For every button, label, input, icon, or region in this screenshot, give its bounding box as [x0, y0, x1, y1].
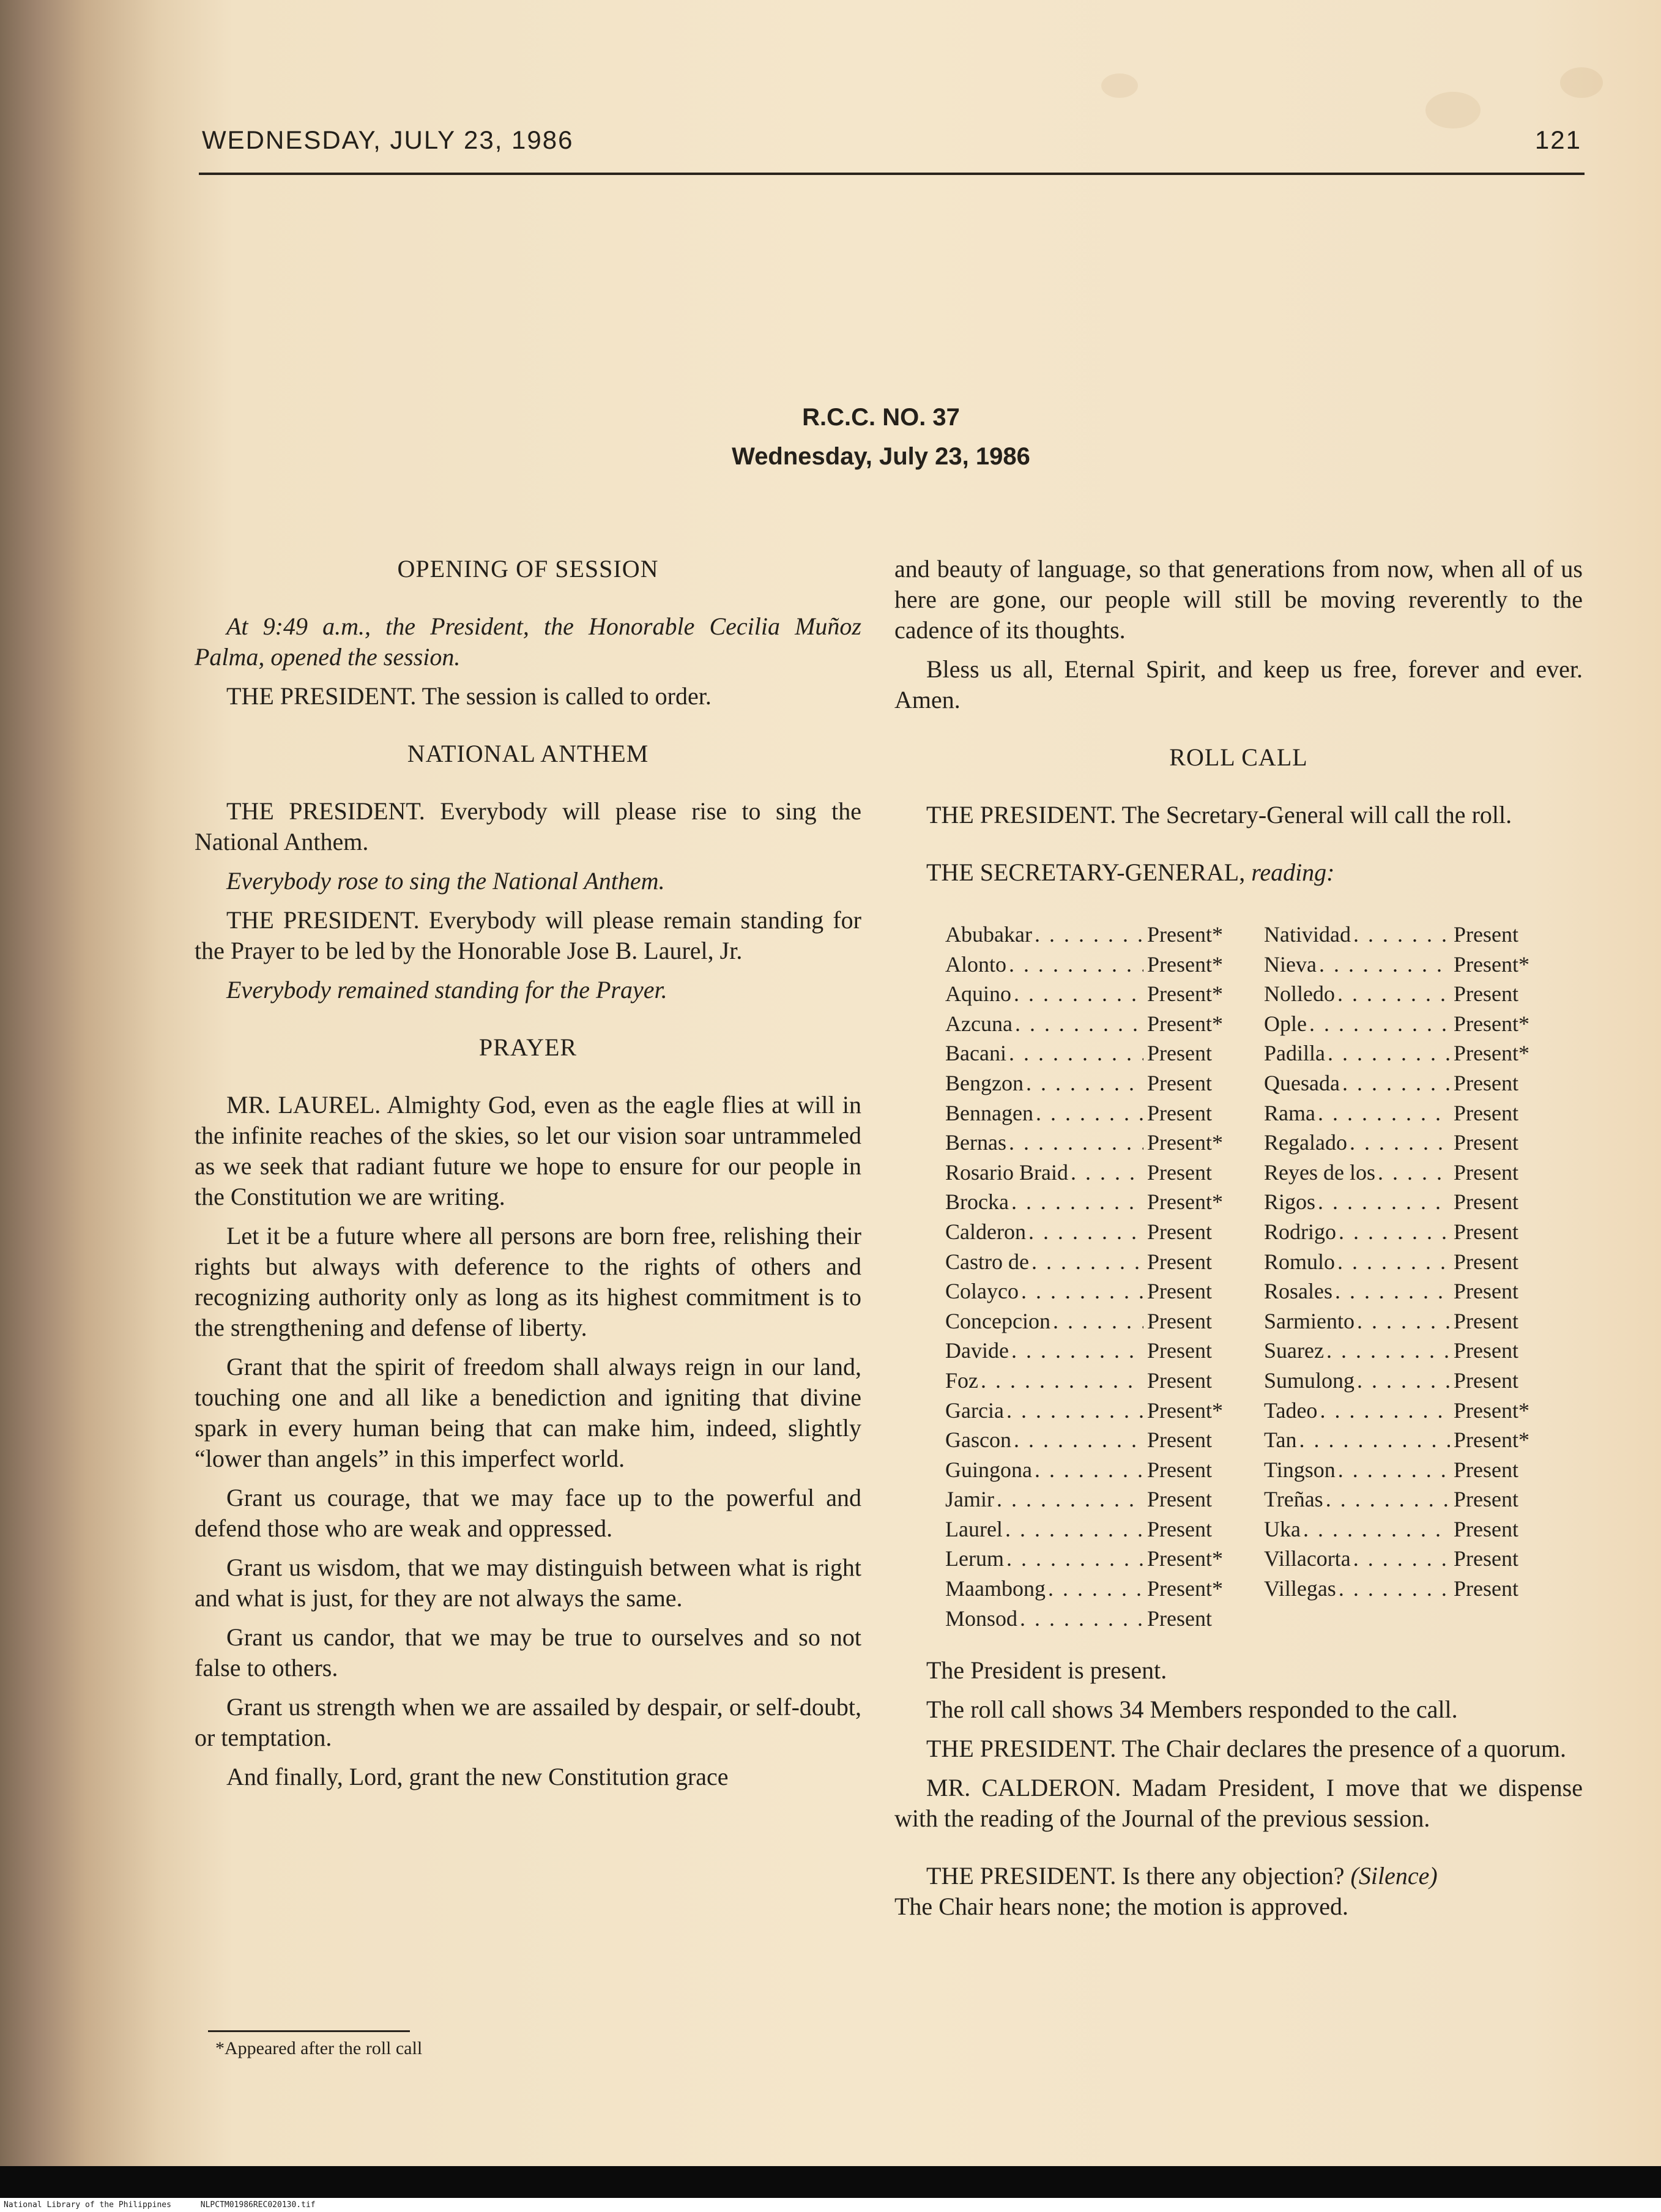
roll-call-entry — [945, 1396, 1239, 1426]
leader-dots — [1028, 1217, 1143, 1247]
attendance-status: Present — [1454, 1279, 1518, 1304]
roll-call-entry — [1264, 1009, 1545, 1039]
attendance-status: Present — [1454, 1457, 1518, 1482]
paragraph: Grant us candor, that we may be true to ourselves and so not false to others. — [195, 1623, 861, 1681]
leader-dots — [1299, 1425, 1450, 1455]
roll-call-entry — [1264, 1038, 1545, 1068]
right-column-top — [894, 554, 1583, 830]
member-name: Jamir — [945, 1487, 994, 1512]
header-date: WEDNESDAY, JULY 23, 1986 — [202, 125, 574, 154]
paragraph: Grant us strength when we are assailed by despair, or self-doubt, or temptation. — [195, 1693, 861, 1751]
page-number: 121 — [1534, 125, 1581, 154]
attendance-status: Present — [1147, 1338, 1212, 1363]
session-number: R.C.C. NO. 37 — [802, 404, 960, 431]
attendance-status: Present — [1147, 1606, 1212, 1631]
section-heading: ROLL CALL — [1169, 743, 1308, 771]
paragraph-continued: and beauty of language, so that generations from now, when all of us here are gone, our people will still be moving reverently to the cadence of its thoughts. — [894, 555, 1583, 644]
roll-call-entry — [945, 1098, 1239, 1128]
leader-dots — [1319, 950, 1450, 980]
paragraph: THE PRESIDENT. The Secretary-General will call the roll. — [926, 801, 1512, 829]
leader-dots — [1338, 1455, 1450, 1485]
roll-call-entry — [945, 1217, 1239, 1247]
attendance-status: Present — [1454, 922, 1518, 947]
paragraph: Grant us courage, that we may face up to the powerful and defend those who are weak and oppressed. — [195, 1484, 861, 1542]
paragraph: Let it be a future where all persons are born free, relishing their rights but always with deference to the rights of others and recognizing authority only as long as its highest commitment is to the strengthening and defense of liberty. — [195, 1222, 861, 1341]
leader-dots — [1339, 1217, 1450, 1247]
leader-dots — [1036, 1098, 1143, 1128]
leader-dots — [1071, 1158, 1143, 1188]
footnote: *Appeared after the roll call — [215, 2038, 423, 2058]
roll-call-result: The roll call shows 34 Members responded to the call. — [926, 1696, 1458, 1723]
member-name: Lerum — [945, 1546, 1004, 1571]
leader-dots — [997, 1484, 1143, 1514]
leader-dots — [1318, 1187, 1450, 1217]
roll-call-entry — [1264, 1098, 1545, 1128]
roll-call-entry — [1264, 1068, 1545, 1098]
leader-dots — [1337, 979, 1450, 1009]
paragraph: MR. LAUREL. Almighty God, even as the eagle flies at will in the infinite reaches of the skies, so let our vision soar untrammeled as we seek that radiant future we hope to ensure for our people in the Constitution we are writing. — [195, 1091, 861, 1210]
roll-call-entry — [945, 1038, 1239, 1068]
attendance-status: Present* — [1147, 981, 1223, 1007]
leader-dots — [1326, 1484, 1450, 1514]
scan-border — [0, 2166, 1661, 2198]
secretary-general-note: reading: — [1251, 858, 1335, 886]
member-name: Romulo — [1264, 1249, 1336, 1274]
member-name: Sarmiento — [1264, 1308, 1354, 1333]
leader-dots — [1014, 1425, 1143, 1455]
attendance-status: Present* — [1147, 1190, 1223, 1215]
leader-dots — [1328, 1038, 1450, 1068]
roll-call-entry — [945, 1514, 1239, 1544]
attendance-status: Present — [1454, 1219, 1518, 1244]
stage-direction: Everybody remained standing for the Prayer. — [226, 976, 667, 1004]
roll-call-entry — [1264, 1336, 1545, 1366]
leader-dots — [1357, 1306, 1450, 1336]
roll-call-entry — [945, 1544, 1239, 1574]
member-name: Regalado — [1264, 1130, 1347, 1155]
member-name: Laurel — [945, 1516, 1003, 1541]
paragraph: Grant us wisdom, that we may distinguish between what is right and what is just, for they are not always the same. — [195, 1554, 861, 1612]
attendance-status: Present — [1147, 1219, 1212, 1244]
roll-call-entry — [945, 1247, 1239, 1277]
attendance-status: Present* — [1147, 1546, 1223, 1571]
session-date: Wednesday, July 23, 1986 — [732, 443, 1030, 470]
attendance-status: Present — [1454, 1576, 1518, 1601]
roll-call-entry — [1264, 1455, 1545, 1485]
member-name: Concepcion — [945, 1308, 1050, 1333]
leader-dots — [1006, 1544, 1143, 1574]
leader-dots — [1005, 1514, 1143, 1544]
leader-dots — [1009, 950, 1143, 980]
attendance-status: Present — [1147, 1160, 1212, 1185]
member-name: Tadeo — [1264, 1398, 1318, 1423]
leader-dots — [1026, 1068, 1143, 1098]
attendance-status: Present — [1454, 1100, 1518, 1125]
member-name: Natividad — [1264, 922, 1351, 947]
leader-dots — [1339, 1574, 1450, 1604]
leader-dots — [1035, 1455, 1143, 1485]
leader-dots — [1015, 1009, 1143, 1039]
attendance-status: Present — [1147, 1516, 1212, 1541]
leader-dots — [1335, 1276, 1450, 1306]
leader-dots — [1378, 1158, 1450, 1188]
leader-dots — [1006, 1396, 1143, 1426]
attendance-status: Present* — [1147, 922, 1223, 947]
scan-file: NLPCTM01986REC020130.tif — [200, 2200, 316, 2210]
roll-call-entry — [945, 1425, 1239, 1455]
member-name: Suarez — [1264, 1338, 1324, 1363]
attendance-status: Present — [1147, 1368, 1212, 1393]
leader-dots — [1303, 1514, 1450, 1544]
member-name: Rigos — [1264, 1190, 1316, 1215]
header-rule — [199, 173, 1585, 175]
attendance-status: Present — [1454, 1487, 1518, 1512]
leader-dots — [1053, 1306, 1143, 1336]
roll-call-entry — [945, 1128, 1239, 1158]
roll-call-entry — [1264, 1306, 1545, 1336]
member-name: Ople — [1264, 1011, 1307, 1036]
member-name: Aquino — [945, 981, 1011, 1007]
roll-call-entry — [945, 1574, 1239, 1604]
roll-call-entry — [1264, 1544, 1545, 1574]
secretary-general-intro — [894, 857, 1583, 888]
attendance-status: Present — [1454, 1368, 1518, 1393]
attendance-status: Present* — [1147, 1130, 1223, 1155]
paragraph: Grant that the spirit of freedom shall always reign in our land, touching one and all like a benediction and igniting that divine spark in every human being that can make him, indeed, slightly “lower than angels” in this imperfect world. — [195, 1353, 861, 1472]
attendance-status: Present — [1454, 1546, 1518, 1571]
leader-dots — [1009, 1128, 1143, 1158]
leader-dots — [1014, 979, 1143, 1009]
running-head — [202, 125, 1581, 168]
paper-stain — [1101, 73, 1138, 98]
member-name: Bacani — [945, 1041, 1006, 1066]
paragraph: Bless us all, Eternal Spirit, and keep us free, forever and ever. Amen. — [894, 655, 1583, 713]
member-name: Padilla — [1264, 1041, 1325, 1066]
attendance-status: Present — [1454, 981, 1518, 1007]
member-name: Treñas — [1264, 1487, 1323, 1512]
roll-call-entry — [1264, 950, 1545, 980]
attendance-status: Present — [1147, 1487, 1212, 1512]
roll-call-entry — [945, 1306, 1239, 1336]
paragraph: THE PRESIDENT. The session is called to order. — [226, 682, 712, 710]
leader-dots — [1021, 1276, 1143, 1306]
leader-dots — [1326, 1336, 1450, 1366]
attendance-status: Present — [1147, 1457, 1212, 1482]
member-name: Castro de — [945, 1249, 1029, 1274]
member-name: Monsod — [945, 1606, 1018, 1631]
leader-dots — [1035, 920, 1143, 950]
roll-call-entry — [945, 1068, 1239, 1098]
member-name: Maambong — [945, 1576, 1046, 1601]
member-name: Quesada — [1264, 1070, 1340, 1095]
roll-call-entry — [1264, 1425, 1545, 1455]
member-name: Davide — [945, 1338, 1009, 1363]
member-name: Bennagen — [945, 1100, 1033, 1125]
member-name: Colayco — [945, 1279, 1019, 1304]
member-name: Nieva — [1264, 951, 1317, 977]
member-name: Rodrigo — [1264, 1219, 1337, 1244]
attendance-status: Present — [1147, 1100, 1212, 1125]
roll-call-entry — [1264, 1396, 1545, 1426]
secretary-general-speaker: THE SECRETARY-GENERAL, — [926, 858, 1246, 886]
attendance-status: Present* — [1454, 1011, 1529, 1036]
attendance-status: Present* — [1147, 1011, 1223, 1036]
attendance-status: Present* — [1147, 1398, 1223, 1423]
leader-dots — [1318, 1098, 1450, 1128]
stage-direction: At 9:49 a.m., the President, the Honorable Cecilia Muñoz Palma, opened the session. — [195, 613, 861, 671]
right-column-bottom — [894, 1655, 1583, 1834]
roll-call-entry — [945, 1276, 1239, 1306]
attendance-status: Present* — [1454, 951, 1529, 977]
leader-dots — [1031, 1247, 1143, 1277]
member-name: Abubakar — [945, 922, 1032, 947]
roll-call-entry — [945, 1187, 1239, 1217]
attendance-status: Present — [1454, 1308, 1518, 1333]
attendance-status: Present* — [1454, 1428, 1529, 1453]
roll-call-entry — [1264, 1366, 1545, 1396]
final-paragraph — [894, 1861, 1583, 1922]
roll-call-entry — [945, 1484, 1239, 1514]
paragraph: And finally, Lord, grant the new Constitution grace — [226, 1763, 729, 1790]
leader-dots — [1320, 1396, 1450, 1426]
final-paragraph-lead: THE PRESIDENT. Is there any objection? — [926, 1862, 1345, 1890]
leader-dots — [1353, 920, 1450, 950]
member-name: Bernas — [945, 1130, 1006, 1155]
member-name: Calderon — [945, 1219, 1026, 1244]
section-heading: PRAYER — [478, 1033, 578, 1061]
attendance-status: Present — [1454, 1338, 1518, 1363]
attendance-status: Present — [1454, 1130, 1518, 1155]
roll-call-entry — [945, 1009, 1239, 1039]
attendance-status: Present* — [1147, 951, 1223, 977]
paragraph: MR. CALDERON. Madam President, I move that we dispense with the reading of the Journal of the previous session. — [894, 1774, 1583, 1832]
attendance-status: Present — [1147, 1249, 1212, 1274]
attendance-status: Present — [1147, 1070, 1212, 1095]
paragraph: THE PRESIDENT. Everybody will please remain standing for the Prayer to be led by the Honorable Jose B. Laurel, Jr. — [195, 906, 861, 964]
member-name: Azcuna — [945, 1011, 1013, 1036]
attendance-status: Present — [1454, 1190, 1518, 1215]
right-column — [894, 554, 1583, 888]
member-name: Sumulong — [1264, 1368, 1355, 1393]
stage-direction: Everybody rose to sing the National Anthem. — [226, 867, 665, 895]
member-name: Rosales — [1264, 1279, 1332, 1304]
leader-dots — [1011, 1187, 1143, 1217]
attendance-status: Present — [1147, 1428, 1212, 1453]
roll-call-entry — [1264, 920, 1545, 950]
scan-footer — [0, 2198, 1661, 2212]
member-name: Brocka — [945, 1190, 1009, 1215]
attendance-status: Present — [1147, 1041, 1212, 1066]
attendance-status: Present — [1147, 1279, 1212, 1304]
member-name: Rama — [1264, 1100, 1315, 1125]
roll-call-entry — [1264, 1247, 1545, 1277]
paragraph: THE PRESIDENT. The Chair declares the presence of a quorum. — [926, 1735, 1566, 1762]
attendance-status: Present — [1454, 1249, 1518, 1274]
session-title — [0, 398, 1661, 476]
roll-call-right-list — [1264, 920, 1545, 1604]
member-name: Tan — [1264, 1428, 1297, 1453]
roll-call-entry — [1264, 1128, 1545, 1158]
paragraph: THE PRESIDENT. Everybody will please rise to sing the National Anthem. — [195, 797, 861, 855]
attendance-status: Present* — [1454, 1398, 1529, 1423]
member-name: Rosario Braid — [945, 1160, 1068, 1185]
member-name: Villacorta — [1264, 1546, 1351, 1571]
leader-dots — [1342, 1068, 1450, 1098]
silence-note: (Silence) — [1350, 1862, 1438, 1890]
member-name: Gascon — [945, 1428, 1011, 1453]
roll-call-entry — [945, 1604, 1239, 1634]
roll-call-entry — [1264, 1484, 1545, 1514]
leader-dots — [1350, 1128, 1450, 1158]
roll-call-entry — [1264, 1574, 1545, 1604]
attendance-status: Present — [1454, 1516, 1518, 1541]
section-heading: OPENING OF SESSION — [397, 555, 659, 583]
paper-stain — [1560, 67, 1603, 98]
member-name: Garcia — [945, 1398, 1004, 1423]
paper-stain — [1425, 92, 1481, 128]
leader-dots — [1048, 1574, 1143, 1604]
leader-dots — [1020, 1604, 1143, 1634]
member-name: Villegas — [1264, 1576, 1336, 1601]
leader-dots — [1357, 1366, 1450, 1396]
leader-dots — [1009, 1038, 1143, 1068]
roll-call-entry — [1264, 1276, 1545, 1306]
roll-call-entry — [945, 1158, 1239, 1188]
leader-dots — [1353, 1544, 1450, 1574]
footnote-rule — [208, 2030, 410, 2032]
member-name: Alonto — [945, 951, 1007, 977]
scan-library: National Library of the Philippines — [4, 2200, 171, 2210]
leader-dots — [1337, 1247, 1450, 1277]
roll-call-entry — [1264, 1514, 1545, 1544]
attendance-status: Present* — [1147, 1576, 1223, 1601]
left-column — [195, 554, 861, 1792]
leader-dots — [1011, 1336, 1143, 1366]
roll-call-entry — [945, 1455, 1239, 1485]
final-paragraph-tail: The Chair hears none; the motion is approved. — [894, 1893, 1349, 1920]
member-name: Uka — [1264, 1516, 1301, 1541]
roll-call-entry — [1264, 1187, 1545, 1217]
roll-call-entry — [945, 920, 1239, 950]
member-name: Nolledo — [1264, 981, 1335, 1007]
right-column-lower — [894, 1655, 1583, 1922]
roll-call-entry — [945, 1336, 1239, 1366]
roll-call-entry — [1264, 1217, 1545, 1247]
roll-call-entry — [945, 1366, 1239, 1396]
attendance-status: Present — [1147, 1308, 1212, 1333]
roll-call-entry — [945, 979, 1239, 1009]
member-name: Tingson — [1264, 1457, 1336, 1482]
attendance-status: Present* — [1454, 1041, 1529, 1066]
roll-call-result: The President is present. — [926, 1656, 1167, 1684]
roll-call-entry — [1264, 979, 1545, 1009]
roll-call-entry — [1264, 1158, 1545, 1188]
leader-dots — [981, 1366, 1143, 1396]
member-name: Reyes de los — [1264, 1160, 1375, 1185]
member-name: Foz — [945, 1368, 978, 1393]
roll-call-left-list — [945, 920, 1239, 1633]
attendance-status: Present — [1454, 1160, 1518, 1185]
member-name: Bengzon — [945, 1070, 1024, 1095]
section-heading: NATIONAL ANTHEM — [407, 740, 649, 767]
attendance-status: Present — [1454, 1070, 1518, 1095]
leader-dots — [1309, 1009, 1450, 1039]
member-name: Guingona — [945, 1457, 1032, 1482]
roll-call-entry — [945, 950, 1239, 980]
